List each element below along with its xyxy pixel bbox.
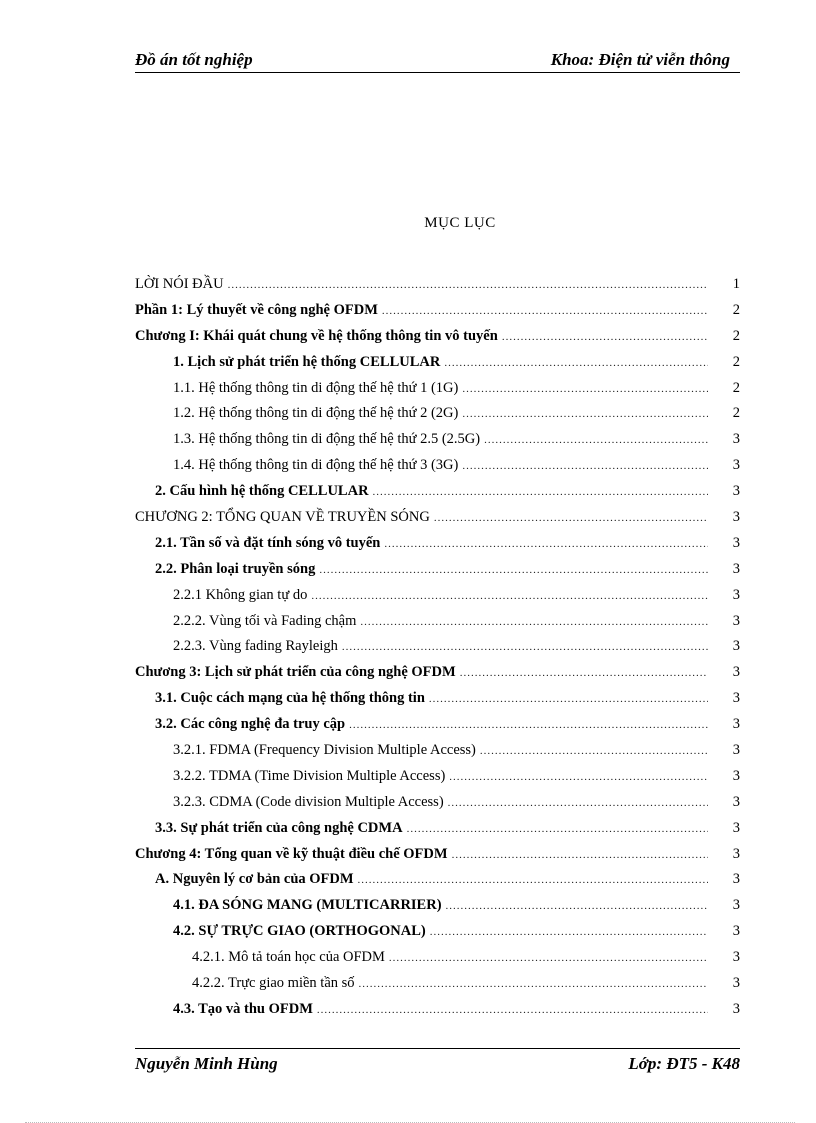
toc-entry-page: 3 [732, 767, 740, 784]
toc-entry-label: 2.2. Phân loại truyền sóng [155, 560, 316, 577]
toc-leader-dots [462, 377, 708, 403]
toc-entry-label: A. Nguyên lý cơ bản của OFDM [155, 871, 354, 888]
toc-entry[interactable] [135, 479, 740, 505]
toc-entry-page: 3 [732, 742, 740, 759]
toc-entry-page: 3 [732, 638, 740, 655]
toc-leader-dots [349, 713, 708, 739]
toc-entry[interactable] [135, 401, 740, 427]
toc-leader-dots [502, 325, 708, 351]
toc-leader-dots [373, 480, 708, 506]
toc-entry-page: 3 [732, 586, 740, 603]
toc-entry-label: 4.3. Tạo và thu OFDM [173, 1000, 313, 1017]
toc-entry-page: 2 [732, 353, 740, 370]
toc-entry-label: Chương 4: Tổng quan về kỹ thuật điều chế OFDM [135, 845, 448, 862]
toc-entry-label: Phần 1: Lý thuyết về công nghệ OFDM [135, 301, 378, 318]
toc-title: MỤC LỤC [424, 215, 496, 231]
toc-entry[interactable] [135, 842, 740, 868]
toc-leader-dots [359, 972, 708, 998]
toc-leader-dots [311, 584, 708, 610]
toc-entry-label: LỜI NÓI ĐẦU [135, 276, 224, 292]
toc-entry-page: 3 [732, 897, 740, 914]
toc-leader-dots [360, 610, 708, 636]
toc-entry-label: 2. Cấu hình hệ thống CELLULAR [155, 483, 369, 500]
toc-entry-page: 3 [732, 871, 740, 888]
toc-leader-dots [480, 739, 708, 765]
toc-entry-label: 1. Lịch sử phát triển hệ thống CELLULAR [173, 353, 441, 370]
toc-entry-label: 1.1. Hệ thống thông tin di động thế hệ thứ 1 (1G) [173, 379, 459, 396]
toc-entry[interactable] [135, 324, 740, 350]
toc-entry-page: 3 [732, 793, 740, 810]
toc-entry-label: 4.2. SỰ TRỰC GIAO (ORTHOGONAL) [173, 923, 426, 940]
toc-entry[interactable] [135, 505, 740, 531]
toc-leader-dots [448, 791, 708, 817]
toc-leader-dots [382, 299, 708, 325]
toc-entry[interactable] [135, 971, 740, 997]
toc-entry-label: 3.2.2. TDMA (Time Division Multiple Access) [173, 767, 446, 784]
toc-entry[interactable] [135, 634, 740, 660]
toc-entry-page: 3 [732, 612, 740, 629]
toc-entry[interactable] [135, 867, 740, 893]
toc-entry[interactable] [135, 350, 740, 376]
toc-entry[interactable] [135, 557, 740, 583]
toc-entry-page: 3 [732, 690, 740, 707]
toc-entry[interactable] [135, 376, 740, 402]
toc-entry[interactable] [135, 583, 740, 609]
page-header [135, 48, 740, 73]
toc-entry-label: 1.4. Hệ thống thông tin di động thế hệ thứ 3 (3G) [173, 457, 459, 474]
toc-leader-dots [449, 765, 708, 791]
toc-leader-dots [462, 402, 708, 428]
toc-entry-label: 2.2.3. Vùng fading Rayleigh [173, 638, 338, 655]
page-footer [135, 1048, 740, 1077]
toc-entry-label: 1.3. Hệ thống thông tin di động thế hệ thứ 2.5 (2.5G) [173, 431, 481, 448]
toc-entry-label: 2.2.2. Vùng tối và Fading chậm [173, 612, 357, 629]
toc-entry-page: 3 [732, 534, 740, 551]
toc-entry-page: 3 [732, 923, 740, 940]
toc-entry-page: 2 [732, 301, 740, 318]
toc-entry-page: 3 [732, 664, 740, 681]
header-left: Đồ án tốt nghiệp [135, 50, 253, 69]
toc-leader-dots [452, 843, 708, 869]
toc-entry-page: 3 [732, 845, 740, 862]
toc-entry-page: 3 [732, 509, 740, 526]
toc-leader-dots [317, 998, 708, 1024]
toc-entry[interactable] [135, 945, 740, 971]
toc-entry-label: 3.3. Sự phát triển của công nghệ CDMA [155, 819, 403, 836]
toc-entry[interactable] [135, 997, 740, 1023]
toc-leader-dots [358, 868, 708, 894]
toc-entry-page: 2 [732, 327, 740, 344]
toc-entry[interactable] [135, 427, 740, 453]
toc-entry-page: 3 [732, 819, 740, 836]
toc-entry-page: 3 [732, 1000, 740, 1017]
toc-entry-page: 3 [732, 431, 740, 448]
toc-entry[interactable] [135, 686, 740, 712]
toc-leader-dots [342, 635, 708, 661]
toc-entry-label: 3.1. Cuộc cách mạng của hệ thống thông tin [155, 690, 425, 707]
toc-entry-page: 3 [732, 560, 740, 577]
footer-right: Lớp: ĐT5 - K48 [628, 1054, 740, 1073]
toc-entry-label: 2.1. Tần số và đặt tính sóng vô tuyến [155, 534, 381, 551]
footer-left: Nguyễn Minh Hùng [135, 1054, 278, 1073]
toc-entry[interactable] [135, 272, 740, 298]
toc-entry[interactable] [135, 609, 740, 635]
toc-entry-page: 3 [732, 483, 740, 500]
toc-leader-dots [228, 273, 708, 299]
toc-entry[interactable] [135, 816, 740, 842]
toc-entry-label: 3.2. Các công nghệ đa truy cập [155, 716, 346, 733]
toc-entry[interactable] [135, 531, 740, 557]
toc-entry-label: Chương I: Khái quát chung về hệ thống thông tin vô tuyến [135, 327, 498, 344]
toc-leader-dots [444, 351, 708, 377]
toc-leader-dots [462, 454, 708, 480]
toc-entry[interactable] [135, 919, 740, 945]
toc-entry[interactable] [135, 298, 740, 324]
header-right: Khoa: Điện tử viễn thông [550, 50, 730, 69]
toc-leader-dots [430, 920, 708, 946]
toc-leader-dots [460, 661, 708, 687]
toc-entry[interactable] [135, 893, 740, 919]
toc-entry-page: 3 [732, 716, 740, 733]
toc-entry-label: 1.2. Hệ thống thông tin di động thế hệ thứ 2 (2G) [173, 405, 459, 422]
toc-entry-page: 2 [732, 405, 740, 422]
toc-leader-dots [407, 817, 708, 843]
toc-entry-label: 3.2.3. CDMA (Code division Multiple Access) [173, 793, 444, 810]
toc-entry-label: 3.2.1. FDMA (Frequency Division Multiple Access) [173, 742, 476, 759]
toc-entry-page: 3 [732, 949, 740, 966]
toc-entry-page: 3 [732, 457, 740, 474]
toc-entry-page: 3 [732, 975, 740, 992]
toc-leader-dots [389, 946, 708, 972]
toc-entry-label: 4.2.2. Trực giao miền tần số [192, 975, 355, 992]
toc-entry[interactable] [135, 712, 740, 738]
toc-leader-dots [446, 894, 708, 920]
toc-entry-label: 2.2.1 Không gian tự do [173, 586, 308, 603]
toc-entry[interactable] [135, 790, 740, 816]
toc-entry-label: 4.2.1. Mô tả toán học của OFDM [192, 949, 385, 966]
toc-leader-dots [319, 558, 708, 584]
table-of-contents [135, 272, 740, 1023]
toc-entry[interactable] [135, 764, 740, 790]
toc-entry-label: CHƯƠNG 2: TỔNG QUAN VỀ TRUYỀN SÓNG [135, 509, 430, 526]
toc-leader-dots [484, 428, 708, 454]
toc-leader-dots [429, 687, 708, 713]
toc-leader-dots [434, 506, 708, 532]
toc-entry-label: Chương 3: Lịch sử phát triển của công nghệ OFDM [135, 664, 456, 681]
toc-entry[interactable] [135, 738, 740, 764]
toc-entry-label: 4.1. ĐA SÓNG MANG (MULTICARRIER) [173, 897, 442, 914]
toc-entry-page: 1 [732, 276, 740, 292]
toc-entry-page: 2 [732, 379, 740, 396]
toc-entry[interactable] [135, 660, 740, 686]
toc-leader-dots [384, 532, 708, 558]
toc-entry[interactable] [135, 453, 740, 479]
